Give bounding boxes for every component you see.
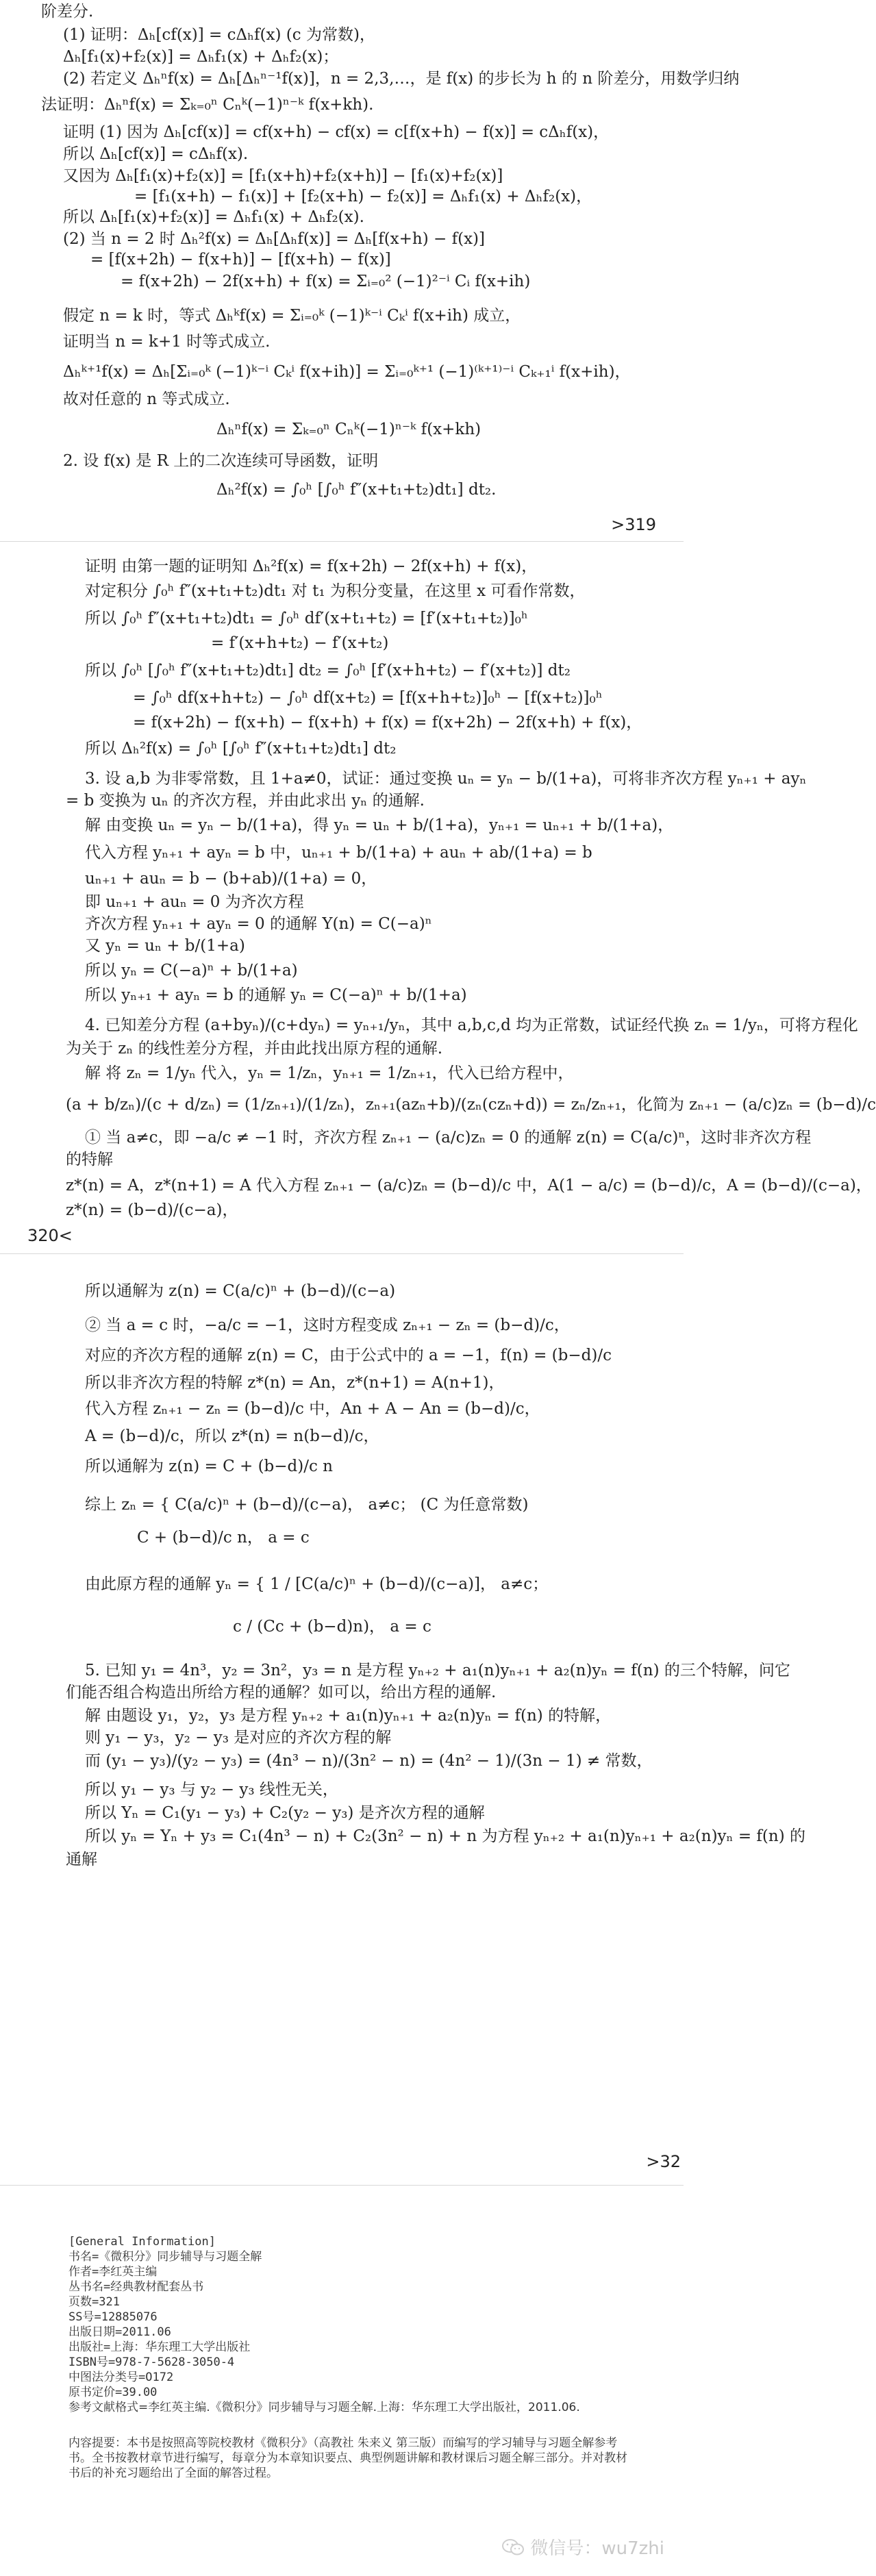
text-line: Δₕᵏ⁺¹f(x) = Δₕ[Σᵢ₌₀ᵏ (−1)ᵏ⁻ⁱ Cₖⁱ f(x+ih)] = Σᵢ₌₀ᵏ⁺¹ (−1)⁽ᵏ⁺¹⁾⁻ⁱ Cₖ₊₁ⁱ f(x+ih)， [63,363,631,381]
page-number: >319 [611,515,656,534]
meta-line: 中图法分类号=O172 [68,2371,174,2384]
text-line: 证明当 n = k+1 时等式成立. [63,333,271,351]
text-line: 的特解 [66,1151,113,1168]
book-metadata [0,2185,684,2576]
meta-line: 作者=李红英主编 [68,2265,158,2279]
text-line: 法证明：Δₕⁿf(x) = Σₖ₌₀ⁿ Cₙᵏ(−1)ⁿ⁻ᵏ f(x+kh). [41,96,374,114]
watermark-text: 微信号：wu7zhi [530,2538,664,2559]
text-line: (1) 证明：Δₕ[cf(x)] = cΔₕf(x) (c 为常数)， [63,26,375,44]
meta-line: 出版社=上海：华东理工大学出版社 [68,2340,251,2354]
text-line: ① 当 a≠c，即 −a/c ≠ −1 时，齐次方程 zₙ₊₁ − (a/c)zₙ = 0 的通解 z(n) = C(a/c)ⁿ，这时非齐次方程 [85,1129,812,1147]
text-line: 所以非齐次方程的特解 z*(n) = An，z*(n+1) = A(n+1)， [85,1374,505,1392]
text-line: (2) 当 n = 2 时 Δₕ²f(x) = Δₕ[Δₕf(x)] = Δₕ[f(x+h) − f(x)] [63,230,486,248]
page-319 [0,0,740,541]
text-line: 对应的齐次方程的通解 z(n) = C，由于公式中的 a = −1，f(n) = (b−d)/c [85,1347,612,1364]
text-line: (2) 若定义 Δₕⁿf(x) = Δₕ[Δₕⁿ⁻¹f(x)]，n = 2,3,…，是 f(x) 的步长为 h 的 n 阶差分，用数学归纳 [63,70,740,88]
text-line: 所以 yₙ = Yₙ + y₃ = C₁(4n³ − n) + C₂(3n² − n) + n 为方程 yₙ₊₂ + a₁(n)yₙ₊₁ + a₂(n)yₙ = f(n) 的 [85,1827,805,1845]
text-line: A = (b−d)/c，所以 z*(n) = n(b−d)/c， [85,1427,379,1445]
text-line: 假定 n = k 时，等式 Δₕᵏf(x) = Σᵢ₌₀ᵏ (−1)ᵏ⁻ⁱ Cₖⁱ f(x+ih) 成立， [63,307,521,325]
text-line: 即 uₙ₊₁ + auₙ = 0 为齐次方程 [85,893,304,911]
meta-line: 原书定价=39.00 [68,2386,158,2399]
text-line: = ∫₀ʰ df(x+h+t₂) − ∫₀ʰ df(x+t₂) = [f(x+h+t₂)]₀ʰ − [f(x+t₂)]₀ʰ [133,689,603,707]
text-line: = f′(x+h+t₂) − f′(x+t₂) [211,634,389,652]
text-line: 解 由变换 uₙ = yₙ − b/(1+a)，得 yₙ = uₙ + b/(1+a)，yₙ₊₁ = uₙ₊₁ + b/(1+a)， [85,816,674,834]
text-line: 所以 ∫₀ʰ f″(x+t₁+t₂)dt₁ = ∫₀ʰ df′(x+t₁+t₂) = [f′(x+t₁+t₂)]₀ʰ [85,610,528,627]
text-line: 由此原方程的通解 yₙ = { 1 / [C(a/c)ⁿ + (b−d)/(c−a)]， a≠c； [85,1575,549,1593]
text-line: 2. 设 f(x) 是 R 上的二次连续可导函数，证明 [63,452,379,470]
text-line: = b 变换为 uₙ 的齐次方程，并由此求出 yₙ 的通解. [66,792,425,810]
text-line: ② 当 a = c 时，−a/c = −1，这时方程变成 zₙ₊₁ − zₙ = (b−d)/c， [85,1316,570,1334]
text-line: 又 yₙ = uₙ + b/(1+a) [85,937,245,955]
text-line: z*(n) = A，z*(n+1) = A 代入方程 zₙ₊₁ − (a/c)zₙ = (b−d)/c 中，A(1 − a/c) = (b−d)/c，A = (b−d)/(c−a)， [66,1177,872,1195]
text-line: z*(n) = (b−d)/(c−a)， [66,1201,238,1219]
page-number: 320< [27,1226,73,1245]
text-line: 4. 已知差分方程 (a+byₙ)/(c+dyₙ) = yₙ₊₁/yₙ，其中 a,b,c,d 均为正常数，试证经代换 zₙ = 1/yₙ，可将方程化 [85,1016,858,1034]
text-line: 证明 由第一题的证明知 Δₕ²f(x) = f(x+2h) − 2f(x+h) + f(x)， [85,558,538,575]
text-line: 所以 Δₕ[f₁(x)+f₂(x)] = Δₕf₁(x) + Δₕf₂(x). [63,208,364,226]
text-line: 代入方程 zₙ₊₁ − zₙ = (b−d)/c 中，An + A − An = (b−d)/c， [85,1400,540,1418]
text-line: Δₕⁿf(x) = Σₖ₌₀ⁿ Cₙᵏ(−1)ⁿ⁻ᵏ f(x+kh) [216,421,481,438]
text-line: 所以 yₙ = C(−a)ⁿ + b/(1+a) [85,962,298,979]
meta-citation: 参考文献格式=李红英主编.《微积分》同步辅导与习题全解.上海：华东理工大学出版社，2011.06. [68,2401,580,2414]
meta-line: 丛书名=经典教材配套丛书 [68,2280,204,2294]
text-line: 而 (y₁ − y₃)/(y₂ − y₃) = (4n³ − n)/(3n² − n) = (4n² − 1)/(3n − 1) ≠ 常数， [85,1752,653,1770]
text-line: 阶差分. [41,3,94,21]
text-line: 解 由题设 y₁，y₂，y₃ 是方程 yₙ₊₂ + a₁(n)yₙ₊₁ + a₂(n)yₙ = f(n) 的特解， [85,1707,612,1725]
text-line: 所以 yₙ₊₁ + ayₙ = b 的通解 yₙ = C(−a)ⁿ + b/(1+a) [85,986,467,1004]
text-line: 对定积分 ∫₀ʰ f″(x+t₁+t₂)dt₁ 对 t₁ 为积分变量，在这里 x 可看作常数， [85,582,586,600]
text-line: 所以 Yₙ = C₁(y₁ − y₃) + C₂(y₂ − y₃) 是齐次方程的通解 [85,1804,485,1822]
text-line: 们能否组合构造出所给方程的通解？如可以，给出方程的通解. [66,1684,497,1701]
text-line: (a + b/zₙ)/(c + d/zₙ) = (1/zₙ₊₁)/(1/zₙ)，zₙ₊₁(azₙ+b)/(zₙ(czₙ+d)) = zₙ/zₙ₊₁，化简为 zₙ₊₁ − (a/c)zₙ = (b−d)/c [66,1096,876,1114]
text-line: 综上 zₙ = { C(a/c)ⁿ + (b−d)/(c−a)， a≠c； (C 为任意常数) [85,1496,529,1514]
meta-line: 出版日期=2011.06 [68,2325,171,2339]
text-line: 又因为 Δₕ[f₁(x)+f₂(x)] = [f₁(x+h)+f₂(x+h)] − [f₁(x)+f₂(x)] [63,167,503,185]
text-line: 5. 已知 y₁ = 4n³，y₂ = 3n²，y₃ = n 是方程 yₙ₊₂ + a₁(n)yₙ₊₁ + a₂(n)yₙ = f(n) 的三个特解，问它 [85,1662,790,1679]
meta-summary: 内容提要：本书是按照高等院校教材《微积分》（高教社 朱来义 第三版）而编写的学习辅导与习题全解参考书。全书按教材章节进行编写，每章分为本章知识要点、典型例题讲解和教材课后习题全解三部分。并对教材书后的补充习题给出了全面的解答过程。 [68,2436,627,2480]
text-line: 证明 (1) 因为 Δₕ[cf(x)] = cf(x+h) − cf(x) = c[f(x+h) − f(x)] = cΔₕf(x)， [63,123,610,141]
text-line: 齐次方程 yₙ₊₁ + ayₙ = 0 的通解 Y(n) = C(−a)ⁿ [85,915,432,933]
text-line: 所以 Δₕ²f(x) = ∫₀ʰ [∫₀ʰ f″(x+t₁+t₂)dt₁] dt₂ [85,740,397,758]
page-321 [0,1253,805,2185]
wechat-icon [501,2538,525,2556]
text-line: 为关于 zₙ 的线性差分方程，并由此找出原方程的通解. [66,1040,443,1058]
text-line: Δₕ²f(x) = ∫₀ʰ [∫₀ʰ f″(x+t₁+t₂)dt₁] dt₂. [216,481,497,499]
text-line: 所以通解为 z(n) = C + (b−d)/c n [85,1458,333,1475]
wechat-watermark [501,2534,664,2560]
page-320 [0,541,876,1253]
meta-line: SS号=12885076 [68,2310,158,2324]
text-line: = f(x+2h) − f(x+h) − f(x+h) + f(x) = f(x+2h) − 2f(x+h) + f(x)， [133,714,642,731]
text-line: 所以 y₁ − y₃ 与 y₂ − y₃ 线性无关， [85,1781,338,1799]
meta-line: ISBN号=978-7-5628-3050-4 [68,2355,235,2369]
text-line: 3. 设 a,b 为非零常数，且 1+a≠0，试证：通过变换 uₙ = yₙ − b/(1+a)，可将非齐次方程 yₙ₊₁ + ayₙ [85,770,807,788]
text-line: 解 将 zₙ = 1/yₙ 代入，yₙ = 1/zₙ，yₙ₊₁ = 1/zₙ₊₁，代入已给方程中， [85,1064,574,1082]
meta-line: [General Information] [68,2235,216,2249]
text-line: 通解 [66,1851,97,1868]
text-line: Δₕ[f₁(x)+f₂(x)] = Δₕf₁(x) + Δₕf₂(x)； [63,48,339,66]
text-line: = [f(x+2h) − f(x+h)] − [f(x+h) − f(x)] [90,251,391,268]
text-line: 所以通解为 z(n) = C(a/c)ⁿ + (b−d)/(c−a) [85,1282,396,1300]
text-line: 所以 Δₕ[cf(x)] = cΔₕf(x). [63,145,249,163]
text-line: 则 y₁ − y₃，y₂ − y₃ 是对应的齐次方程的解 [85,1729,392,1747]
page-number: >32 [646,2152,681,2171]
text-line: = f(x+2h) − 2f(x+h) + f(x) = Σᵢ₌₀² (−1)²⁻ⁱ Cᵢ f(x+ih) [121,273,531,290]
text-line: 故对任意的 n 等式成立. [63,390,230,408]
text-line: uₙ₊₁ + auₙ = b − (b+ab)/(1+a) = 0， [85,870,377,888]
text-line: c / (Cc + (b−d)n)， a = c [233,1618,431,1636]
text-line: 所以 ∫₀ʰ [∫₀ʰ f″(x+t₁+t₂)dt₁] dt₂ = ∫₀ʰ [f′(x+h+t₂) − f′(x+t₂)] dt₂ [85,662,571,679]
meta-line: 页数=321 [68,2295,120,2309]
text-line: C + (b−d)/c n， a = c [137,1529,310,1547]
text-line: 代入方程 yₙ₊₁ + ayₙ = b 中，uₙ₊₁ + b/(1+a) + auₙ + ab/(1+a) = b [85,844,592,862]
meta-line: 书名=《微积分》同步辅导与习题全解 [68,2250,262,2264]
text-line: = [f₁(x+h) − f₁(x)] + [f₂(x+h) − f₂(x)] = Δₕf₁(x) + Δₕf₂(x)， [134,188,592,205]
